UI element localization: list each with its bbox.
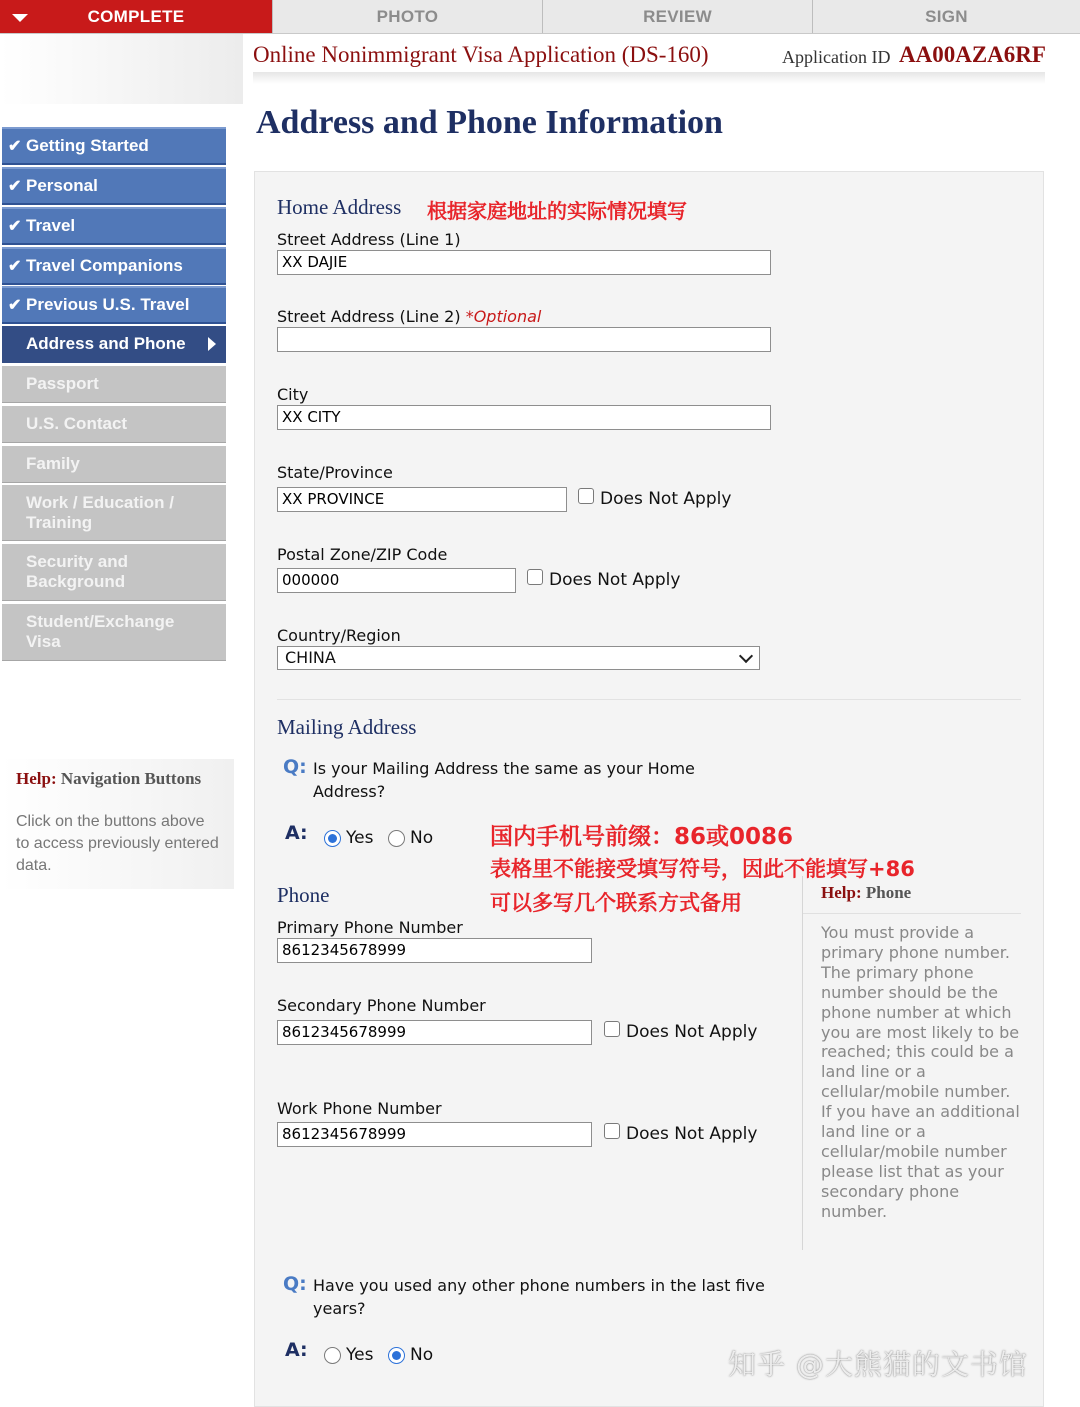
- help-navigation-box: [2, 759, 234, 889]
- phone-annotation-line2: 表格里不能接受填写符号，因此不能填写+86: [490, 857, 915, 881]
- sidebar-item-label: Personal: [26, 176, 98, 195]
- country-selected-value: CHINA: [285, 648, 336, 667]
- zip-input[interactable]: 000000: [277, 568, 516, 593]
- street1-input[interactable]: XX DAJIE: [277, 250, 771, 275]
- phone-annotation-line1: 国内手机号前缀：86或0086: [490, 824, 794, 850]
- other-phones-no-label: No: [410, 1345, 434, 1365]
- work-phone-does-not-apply-label: Does Not Apply: [626, 1124, 758, 1144]
- home-address-annotation: 根据家庭地址的实际情况填写: [427, 199, 687, 223]
- help-phone-divider: [803, 913, 1021, 914]
- phone-annotation-line3: 可以多写几个联系方式备用: [490, 891, 742, 915]
- phone-title: Phone: [277, 883, 330, 907]
- help-phone-box: [802, 876, 1022, 1250]
- check-icon: ✔: [8, 178, 22, 195]
- help-phone-title: [821, 883, 911, 903]
- step-complete-label: COMPLETE: [87, 7, 185, 26]
- sidebar-item-label: U.S. Contact: [26, 414, 128, 433]
- check-icon: ✔: [8, 138, 22, 155]
- mailing-address-title: Mailing Address: [277, 715, 417, 739]
- sidebar-item-student-exchange-visa[interactable]: [2, 604, 226, 661]
- sidebar-item-label: Getting Started: [26, 136, 149, 155]
- city-label: City: [277, 385, 309, 404]
- sidebar-item-address-and-phone[interactable]: [2, 326, 226, 363]
- help-title: Phone: [865, 883, 912, 902]
- chevron-down-icon: [739, 649, 753, 663]
- step-photo[interactable]: [272, 0, 542, 33]
- state-does-not-apply-checkbox[interactable]: [578, 488, 594, 504]
- sidebar-item-us-contact[interactable]: [2, 406, 226, 443]
- sidebar-item-label: Family: [26, 454, 80, 473]
- application-id: AA00AZA6RF: [899, 42, 1046, 67]
- mailing-no-label: No: [410, 828, 434, 848]
- other-phones-yes-radio[interactable]: [324, 1347, 341, 1364]
- zip-label: Postal Zone/ZIP Code: [277, 545, 448, 564]
- sidebar-item-personal[interactable]: [2, 167, 226, 205]
- sidebar-item-label: Background: [26, 572, 126, 591]
- sidebar-item-label: Previous U.S. Travel: [26, 295, 190, 314]
- secondary-phone-does-not-apply-label: Does Not Apply: [626, 1022, 758, 1042]
- other-phones-question: Have you used any other phone numbers in the last five years?: [313, 1276, 765, 1318]
- mailing-same-yes-radio[interactable]: [324, 830, 341, 847]
- street2-label-text: Street Address (Line 2): [277, 307, 461, 326]
- application-title: Online Nonimmigrant Visa Application (DS-160): [253, 42, 709, 67]
- zip-does-not-apply-label: Does Not Apply: [549, 570, 681, 590]
- secondary-phone-input[interactable]: 8612345678999: [277, 1020, 592, 1045]
- step-review-label: REVIEW: [643, 7, 712, 26]
- help-navigation-text: Click on the buttons above to access previously entered data.: [16, 813, 219, 874]
- arrow-right-icon: [208, 337, 216, 351]
- sidebar-item-label: Travel: [26, 216, 76, 235]
- sidebar-item-label: Passport: [26, 374, 99, 393]
- sidebar-item-passport[interactable]: [2, 366, 226, 403]
- check-icon: ✔: [8, 218, 22, 235]
- sidebar-item-family[interactable]: [2, 446, 226, 483]
- other-phones-yes-label: Yes: [346, 1345, 374, 1365]
- secondary-phone-does-not-apply-checkbox[interactable]: [604, 1021, 620, 1037]
- progress-step-bar: [0, 0, 1080, 34]
- other-phones-no-radio[interactable]: [388, 1347, 405, 1364]
- page-title: Address and Phone Information: [256, 104, 723, 141]
- street1-label: Street Address (Line 1): [277, 230, 461, 249]
- sidebar-item-label: Address and Phone: [26, 334, 186, 353]
- sidebar-item-label: Work / Education /: [26, 493, 174, 512]
- mailing-question: Is your Mailing Address the same as your Home Address?: [313, 759, 695, 801]
- sidebar-item-work-education-training[interactable]: [2, 485, 226, 541]
- step-complete[interactable]: [0, 0, 272, 33]
- question-marker: Q:: [283, 756, 307, 778]
- step-review[interactable]: [542, 0, 812, 33]
- zip-does-not-apply-checkbox[interactable]: [527, 569, 543, 585]
- question-marker: Q:: [283, 1273, 307, 1295]
- country-label: Country/Region: [277, 626, 401, 645]
- mailing-yes-label: Yes: [346, 828, 374, 848]
- caret-down-icon: [12, 14, 28, 22]
- country-select[interactable]: [277, 646, 760, 670]
- sidebar-item-label: Security and: [26, 552, 129, 571]
- state-label: State/Province: [277, 463, 393, 482]
- work-phone-does-not-apply-checkbox[interactable]: [604, 1123, 620, 1139]
- sidebar-item-travel-companions[interactable]: [2, 247, 226, 285]
- header-left-fade: [0, 34, 243, 104]
- primary-phone-input[interactable]: 8612345678999: [277, 938, 592, 963]
- sidebar-item-label: Visa: [26, 632, 61, 651]
- sidebar-item-travel[interactable]: [2, 207, 226, 245]
- state-input[interactable]: XX PROVINCE: [277, 487, 567, 512]
- application-id-label: Application ID: [782, 47, 891, 67]
- help-prefix: Help:: [821, 883, 862, 902]
- check-icon: ✔: [8, 258, 22, 275]
- sidebar-item-label: Training: [26, 513, 93, 532]
- step-photo-label: PHOTO: [376, 7, 439, 26]
- help-prefix: Help:: [16, 769, 57, 788]
- state-does-not-apply-label: Does Not Apply: [600, 489, 732, 509]
- sidebar-item-getting-started[interactable]: [2, 127, 226, 165]
- header-divider: [253, 72, 1045, 84]
- street2-input[interactable]: [277, 327, 771, 352]
- secondary-phone-label: Secondary Phone Number: [277, 996, 486, 1015]
- primary-phone-label: Primary Phone Number: [277, 918, 463, 937]
- step-sign[interactable]: [812, 0, 1080, 33]
- check-icon: ✔: [8, 297, 22, 314]
- watermark: 知乎 @大熊猫的文书馆: [728, 1348, 1028, 1381]
- optional-marker: *Optional: [465, 307, 542, 326]
- mailing-same-no-radio[interactable]: [388, 830, 405, 847]
- city-input[interactable]: XX CITY: [277, 405, 771, 430]
- answer-marker: A:: [285, 822, 308, 844]
- answer-marker: A:: [285, 1339, 308, 1361]
- help-navigation-title: [16, 769, 201, 789]
- work-phone-label: Work Phone Number: [277, 1099, 442, 1118]
- sidebar-item-label: Travel Companions: [26, 256, 183, 275]
- help-phone-text: You must provide a primary phone number. The primary phone number should be the phone number at which you are most likely to be reached; this could be a land line or a cellular/mobile number. If you have an additional land line or a cellular/mobile number please list that as your secondary phone number.: [821, 923, 1020, 1221]
- step-sign-label: SIGN: [925, 7, 968, 26]
- sidebar-item-security-and-background[interactable]: [2, 544, 226, 601]
- sidebar-item-label: Student/Exchange: [26, 612, 175, 631]
- work-phone-input[interactable]: 8612345678999: [277, 1122, 592, 1147]
- sidebar-item-previous-us-travel[interactable]: [2, 286, 226, 324]
- street2-label: [277, 307, 541, 326]
- home-address-title: Home Address: [277, 195, 402, 219]
- section-divider: [277, 699, 1021, 700]
- help-title: Navigation Buttons: [60, 769, 202, 788]
